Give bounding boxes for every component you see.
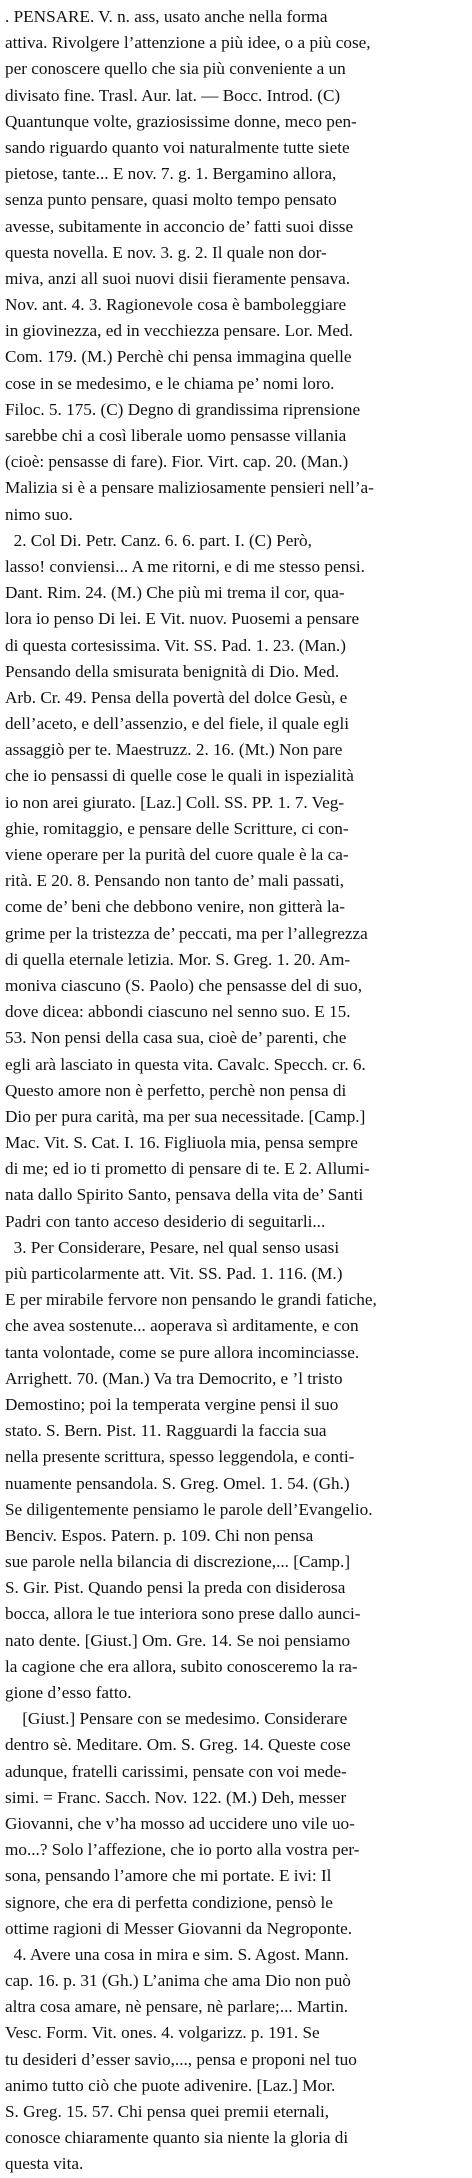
text-line: Dant. Rim. 24. (M.) Che più mi trema il cor, qua- [5, 583, 345, 603]
text-line: per conoscere quello che sia più conveniente a un [5, 59, 346, 79]
text-line: cose in se medesimo, e le chiama pe’ nomi loro. [5, 373, 335, 393]
text-line: S. Gir. Pist. Quando pensi la preda con disiderosa [5, 1578, 346, 1598]
text-line: assaggiò per te. Maestruzz. 2. 16. (Mt.) Non pare [5, 740, 343, 760]
text-line: Vesc. Form. Vit. ones. 4. volgarizz. p. 191. Se [5, 2023, 320, 2043]
text-line: divisato fine. Trasl. Aur. lat. — Bocc. Introd. (C) [5, 85, 341, 105]
text-line: come de’ beni che debbono venire, non gitterà la- [5, 897, 345, 917]
text-line: sarebbe chi a così liberale uomo pensasse villania [5, 426, 347, 445]
text-line: nato dente. [Giust.] Om. Gre. 14. Se noi pensiamo [5, 1630, 351, 1650]
text-line: ottime ragioni di Messer Giovanni da Negroponte. [5, 1918, 353, 1938]
text-line: 3. Per Considerare, Pesare, nel qual senso usasi [5, 1237, 340, 1257]
text-line: la cagione che era allora, subito conosceremo la ra- [5, 1656, 358, 1676]
text-line: Malizia si è a pensare maliziosamente pensieri nell’a- [5, 478, 374, 498]
text-line: adunque, fratelli carissimi, pensate con voi mede- [5, 1761, 347, 1781]
text-line: io non arei giurato. [Laz.] Coll. SS. PP. 1. 7. Veg- [5, 792, 345, 812]
text-line: Giovanni, che v’ha mosso ad uccidere uno vile uo- [5, 1813, 355, 1833]
text-line: 4. Avere una cosa in mira e sim. S. Agost. Mann. [5, 1944, 349, 1964]
text-line: Filoc. 5. 175. (C) Degno di grandissima riprensione [5, 399, 361, 419]
text-line: tu desideri d’esser savio,..., pensa e proponi nel tuo [5, 2049, 357, 2069]
text-line: sue parole nella bilancia di discrezione,... [Camp.] [5, 1552, 351, 1572]
text-line: di me; ed io ti prometto di pensare di te. E 2. Allumi- [5, 1159, 370, 1179]
text-line: Com. 179. (M.) Perchè chi pensa immagina quelle [5, 347, 352, 367]
text-line: Padri con tanto acceso desiderio di seguitarli... [5, 1211, 326, 1231]
text-line: Arrighett. 70. (Man.) Va tra Democrito, e ’l tristo [5, 1368, 343, 1388]
text-line: Demostino; poi la temperata vergine pensi il suo [5, 1394, 339, 1414]
text-line: avesse, subitamente in acconcio de’ fatti suoi disse [5, 216, 354, 236]
text-line: tanta volontade, come se pure allora incominciasse. [5, 1342, 360, 1362]
text-line: Mac. Vit. S. Cat. I. 16. Figliuola mia, pensa sempre [5, 1133, 358, 1153]
text-line: S. Greg. 15. 57. Chi pensa quei premii eternali, [5, 2102, 330, 2121]
text-line: questa vita. [5, 2154, 84, 2174]
text-line: Se diligentemente pensiamo le parole dell’Evangelio. [5, 1499, 373, 1519]
text-line: dove dicea: abbondi ciascuno nel senno suo. E 15. [5, 1002, 351, 1022]
text-line: 53. Non pensi della casa sua, cioè de’ parenti, che [5, 1028, 347, 1048]
text-line: rità. E 20. 8. Pensando non tanto de’ mali passati, [5, 871, 345, 891]
text-line: Pensando della smisurata benignità di Dio. Med. [5, 661, 340, 681]
text-line: Dio per pura carità, ma per sua necessitade. [Camp.] [5, 1106, 366, 1126]
text-line: (cioè: pensasse di fare). Fior. Virt. cap. 20. (Man.) [5, 452, 349, 472]
text-line: grime per la tristezza de’ peccati, ma per l’allegrezza [5, 923, 368, 943]
text-line: pietose, tante... E nov. 7. g. 1. Bergamino allora, [5, 164, 337, 184]
text-line: nimo suo. [5, 504, 73, 524]
text-line: simi. = Franc. Sacch. Nov. 122. (M.) Deh, messer [5, 1787, 347, 1807]
text-line: sona, pensando l’amore che mi portate. E ivi: Il [5, 1866, 332, 1886]
text-line: Quantunque volte, graziosissime donne, meco pen- [5, 111, 357, 131]
text-line: egli arà lasciato in questa vita. Cavalc. Specch. cr. 6. [5, 1054, 366, 1074]
text-line: stato. S. Bern. Pist. 11. Ragguardi la faccia sua [5, 1421, 327, 1441]
text-line: mo...? Solo l’affezione, che io porto alla vostra per- [5, 1840, 360, 1860]
text-line: che avea sostenute... aoperava sì arditamente, e con [5, 1316, 359, 1336]
text-line: miva, anzi all suoi nuovi disii fieramente pensava. [5, 268, 351, 288]
text-line: lora io penso Di lei. E Vit. nuov. Puosemi a pensare [5, 609, 360, 629]
text-line: Questo amore non è perfetto, perchè non pensa di [5, 1080, 347, 1100]
text-line: viene operare per la purità del cuore quale è la ca- [5, 845, 349, 864]
text-line: più particolarmente att. Vit. SS. Pad. 1. 116. (M.) [5, 1264, 343, 1283]
text-line: che io pensassi di quelle cose le quali in ispezialità [5, 766, 354, 786]
text-line: animo tutto ciò che puote adivenire. [Laz.] Mor. [5, 2075, 336, 2095]
text-line: [Giust.] Pensare con se medesimo. Considerare [5, 1709, 348, 1729]
text-line: nuamente pensandola. S. Greg. Omel. 1. 54. (Gh.) [5, 1473, 350, 1493]
text-line: E per mirabile fervore non pensando le grandi fatiche, [5, 1290, 377, 1310]
text-line: attiva. Rivolgere l’attenzione a più idee, o a più cose, [5, 33, 371, 53]
dictionary-page [5, 4, 466, 2178]
text-line: in giovinezza, ed in vecchiezza pensare. Lor. Med. [5, 321, 353, 341]
text-line: di questa cortesissima. Vit. SS. Pad. 1. 23. (Man.) [5, 635, 346, 655]
text-line: 2. Col Di. Petr. Canz. 6. 6. part. I. (C) Però, [5, 530, 312, 550]
text-line: lasso! conviensi... A me ritorni, e di me stesso pensi. [5, 556, 365, 576]
text-line: di quella eternale letizia. Mor. S. Greg. 1. 20. Am- [5, 949, 351, 969]
text-line: Benciv. Espos. Patern. p. 109. Chi non pensa [5, 1525, 314, 1545]
text-line: dell’aceto, e dell’assenzio, e del fiele, il quale egli [5, 714, 350, 734]
text-line: cap. 16. p. 31 (Gh.) L’anima che ama Dio non può [5, 1971, 351, 1991]
text-line: senza punto pensare, quasi molto tempo pensato [5, 190, 337, 210]
text-line: altra cosa amare, nè pensare, nè parlare;... Martin. [5, 1997, 349, 2017]
text-line: dentro sè. Meditare. Om. S. Greg. 14. Queste cose [5, 1735, 351, 1755]
text-line: gione d’esso fatto. [5, 1683, 132, 1702]
text-line: signore, che era di perfetta condizione, pensò le [5, 1892, 333, 1912]
text-line: . PENSARE. V. n. ass, usato anche nella forma [5, 7, 328, 26]
text-line: nata dallo Spirito Santo, pensava della vita de’ Santi [5, 1185, 364, 1205]
text-line: Nov. ant. 4. 3. Ragionevole cosa è bamboleggiare [5, 295, 347, 315]
text-line: conosce chiaramente quanto sia niente la gloria di [5, 2128, 349, 2148]
text-line: sando riguardo quanto voi naturalmente tutte siete [5, 137, 350, 157]
text-line: ghie, romitaggio, e pensare delle Scritture, ci con- [5, 818, 349, 838]
text-line: nella presente scrittura, spesso leggendola, e conti- [5, 1447, 355, 1467]
text-line: questa novella. E nov. 3. g. 2. Il quale non dor- [5, 242, 327, 262]
text-line: moniva ciascuno (S. Paolo) che pensasse del di suo, [5, 975, 363, 995]
text-line: bocca, allora le tue interiora sono prese dallo aunci- [5, 1604, 361, 1624]
text-line: Arb. Cr. 49. Pensa della povertà del dolce Gesù, e [5, 687, 348, 707]
